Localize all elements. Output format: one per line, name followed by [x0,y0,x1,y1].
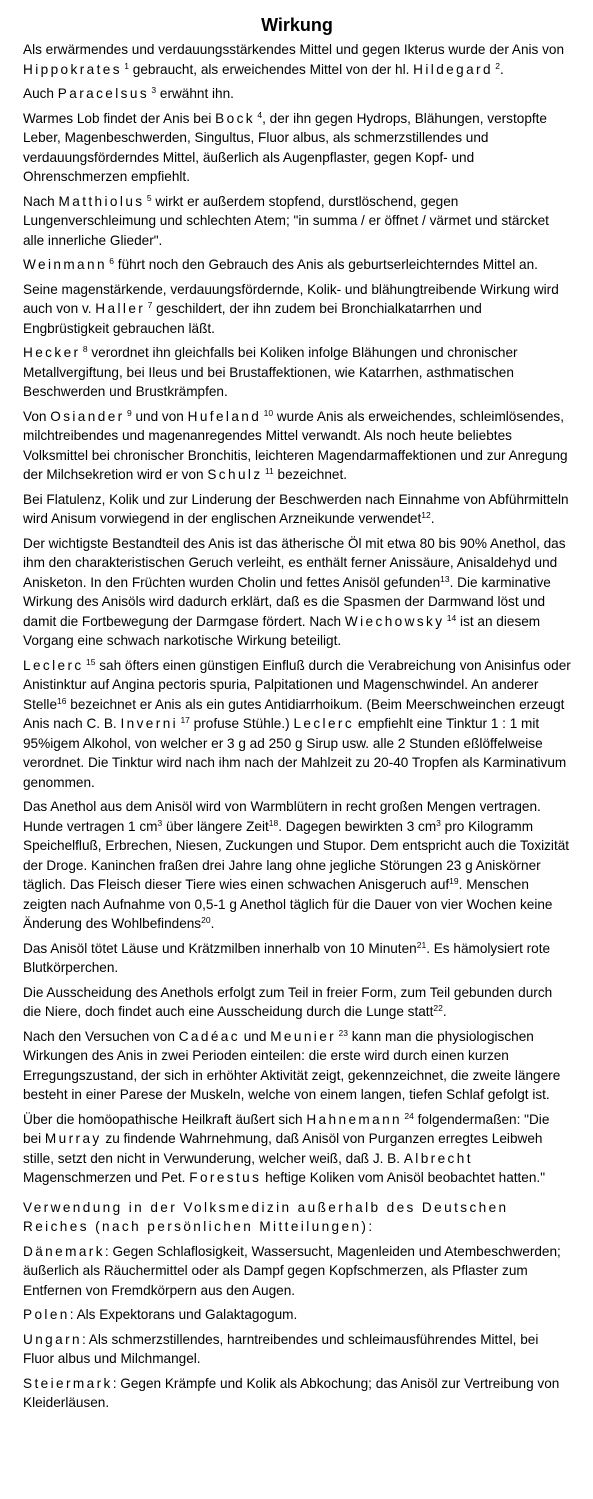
footnote-ref: 14 [444,612,457,623]
volksmedizin-heading: Verwendung in der Volksmedizin außerhalb des Deutschen Reiches (nach persönlichen Mitteilungen): [23,1199,509,1234]
author-name: Hildegard [413,61,493,77]
paragraph-weinmann: Weinmann $^6$ führt noch den Gebrauch des Anis als geburtserleichterndes Mittel an. [23,256,538,272]
volksmedizin-entry-daenemark: Dänemark: Gegen Schlaflosigkeit, Wassersucht, Magenleiden und Atembeschwerden; äußerlich als Räuchermittel oder als Dampf gegen Kopfschmerzen, als Pflaster zum Entfernen von Fremdkörpern aus den Augen. [23,1243,561,1298]
paragraph-laeuse: Das Anisöl tötet Läuse und Krätzmilben innerhalb von 10 Minuten$^{21}$. Es hämolysiert rote Blutkörperchen. [23,939,551,975]
footnote-ref: 3 [149,85,157,95]
footnote-ref: 6 [106,256,115,266]
unit-exponent: 3 [436,817,441,828]
volksmedizin-entry-polen: Polen: Als Expektorans und Galaktagogum. [23,1307,298,1322]
paragraph-paracelsus: Auch Paracelsus $^3$ erwähnt ihn. [23,85,234,101]
footnote-ref: 17 [178,715,190,725]
footnote-ref: 11 [262,466,274,476]
author-name: Hippokrates [23,61,122,77]
footnote-ref: 1 [121,60,130,71]
volksmedizin-entry-ungarn: Ungarn: Als schmerzstillendes, harntreibendes und schleimausführendes Mittel, bei Fluor albus und Milchmangel. [23,1331,539,1366]
author-name: Paracelsus [57,86,150,101]
paragraph-cadeac: Nach den Versuchen von Cadéac und Meunier $^{23}$ kann man die physiologischen Wirkungen des Anis in zwei Perioden einteilen: die erste wird durch einen kurzen Erregungszustand, der sich in erhöhter Aktivität zeigt, gekennzeichnet, die zweite längere besteht in einer Parese der Muskeln, welche von einem langen, tiefen Schlaf gefolgt ist. [23,1027,561,1102]
paragraph-bock: Warmes Lob findet der Anis bei Bock $^4$, der ihn gegen Hydrops, Blähungen, verstopfte Leber, Magenbeschwerden, Singultus, Fluor albus, als schmerzstillendes und verdauungsförderndes Mittel, äußerlich als Augenpflaster, gegen Kopf- und Ohrenschmerzen empfiehlt. [23,109,547,184]
paragraph-matthiolus: Nach Matthiolus $^5$ wirkt er außerdem stopfend, durstlöschend, gegen Lungenverschleimung und schlechten Atem; "in summa / er öffnet / värmet und stärcket alle innerliche Glieder". [23,192,549,248]
footnote-ref: 19 [449,876,459,886]
paragraph-hippokrates: Als erwärmendes und verdauungsstärkendes Mittel und gegen Ikterus wurde der Anis von Hippokrates $^1$ gebraucht, als erweichendes Mittel von der hl. Hildegard $^2$. [23,42,565,77]
footnote-ref: 8 [80,344,88,354]
author-name: Weinmann [23,257,107,272]
footnote-ref: 9 [124,407,132,418]
footnote-ref: 22 [433,1003,443,1013]
author-name: Wiechowsky [344,613,445,629]
volksmedizin-entry-steiermark: Steiermark: Gegen Krämpfe und Kolik als Abkochung; das Anisöl zur Vertreibung von Kleiderläusen. [23,1375,560,1410]
footnote-ref: 13 [440,573,450,584]
author-name: Schulz [207,467,263,482]
paragraph-flatulenz: Bei Flatulenz, Kolik und zur Linderung der Beschwerden nach Einnahme von Abführmitteln wird Anisum vorwiegend in der englischen Arzneikunde verwendet$^{12}$. [23,491,569,526]
author-name: Albrecht [403,1150,473,1166]
author-name: Hecker [23,345,81,360]
author-name: Murray [44,1131,102,1146]
footnote-ref: 20 [201,915,211,925]
author-name: Matthiolus [58,193,145,209]
section-title: Wirkung [261,15,333,35]
author-name: Leclerc [23,657,84,673]
paragraph-hecker: Hecker $^8$ verordnet ihn gleichfalls bei Koliken infolge Blähungen und chronischer Metallvergiftung, bei Ileus und bei Brustaffektionen, wie Katarrhen, asthmatischen Beschwerden und Brustkrämpfen. [23,344,518,399]
author-name: Hufeland [187,408,262,424]
author-name: Haller [95,301,146,316]
footnote-ref: 5 [144,192,152,203]
paragraph-anethol: Das Anethol aus dem Anisöl wird von Warmblütern in recht großen Mengen vertragen. Hunde vertragen 1 $cm^3$ über längere Zeit$^{18}$. Dagegen bewirkten 3 $cm^3$ pro Kilogramm Speichelfluß, Erbrechen, Niesen, Zuckungen und Stupor. Dem entspricht auch die Toxizität der Droge. Kaninchen fraßen drei Jahre lang ohne jegliche Störungen 23 g Aniskörner täglich. Das Fleisch dieser Tiere wies einen schwachen Anisgeruch auf$^{19}$. Menschen zeigten nach Aufnahme von 0,5-1 g Anethol täglich für die Dauer von vier Wochen keine Änderung des Wohlbefindens$^{20}$. [23,799,570,931]
footnote-ref: 21 [416,939,427,950]
author-name: Cadéac [178,1028,240,1044]
author-name: Meunier [270,1028,337,1044]
footnote-ref: 18 [268,817,279,828]
paragraph-bestandteile: Der wichtigste Bestandteil des Anis ist das ätherische Öl mit etwa 80 bis 90% Anethol, das ihm den charakteristischen Geruch verleiht, es enthält ferner Anissäure, Anisaldehyd und Anisketon. In den Früchten wurden Cholin und fettes Anisöl gefunden$^{13}$. Die karminative Wirkung des Anisöls wird dadurch erklärt, daß es die Spasmen der Darmwand löst und damit die Fortbewegung der Darmgase fördert. Nach Wiechowsky $^{14}$ ist an diesem Vorgang eine schwach narkotische Wirkung beteiligt. [23,535,566,648]
footnote-ref: 23 [336,1027,348,1038]
author-name: Leclerc [293,716,355,731]
paragraph-osiander: Von Osiander $^9$ und von Hufeland $^{10}$ wurde Anis als erweichendes, schleimlösendes, milchtreibendes und magenanregendes Mittel verwandt. Als noch heute beliebtes Volksmittel bei chronischer Bronchitis, leichteren Magendarmaffektionen und zur Anregung der Milchsekretion wird er von Schulz $^{11}$ bezeichnet. [23,407,568,482]
country-name: Steiermark [23,1375,113,1391]
country-name: Polen [23,1307,70,1322]
country-name: Ungarn [23,1331,82,1347]
author-name: Bock [215,110,255,126]
paragraph-hahnemann: Über die homöopathische Heilkraft äußert sich Hahnemann $^{24}$ folgendermaßen: "Die bei Murray zu findende Wahrnehmung, daß Anisöl von Purganzen erregtes Leibweh stille, setzt den nicht in Verwunderung, welcher weiß, daß J. B. Albrecht Magenschmerzen und Pet. Forestus heftige Koliken vom Anisöl beobachtet hatten." [23,1110,550,1185]
footnote-ref: 7 [145,300,153,310]
footnote-ref: 24 [402,1110,414,1121]
author-name: Forestus [189,1170,262,1185]
author-name: Osiander [50,408,125,424]
unit-exponent: 3 [157,817,163,828]
paragraph-haller: Seine magenstärkende, verdauungsfördernde, Kolik- und blähungtreibende Wirkung wird auch von v. Haller $^7$ geschildert, der ihn zudem bei Bronchialkatarrhen und Engbrüstigkeit gebrauchen läßt. [23,281,559,336]
author-name: Inverni [120,716,179,731]
footnote-ref: 4 [255,109,263,120]
footnote-ref: 12 [421,510,431,520]
footnote-ref: 15 [83,656,96,667]
country-name: Dänemark [23,1243,105,1259]
footnote-ref: 10 [261,407,274,418]
paragraph-ausscheidung: Die Ausscheidung des Anethols erfolgt zum Teil in freier Form, zum Teil gebunden durch die Niere, doch findet auch eine Ausscheidung durch die Lunge statt$^{22}$. [23,984,553,1019]
footnote-ref: 2 [492,60,501,71]
paragraph-leclerc: Leclerc $^{15}$ sah öfters einen günstigen Einfluß durch die Verabreichung von Anisinfus oder Anistinktur auf Angina pectoris spuria, Palpitationen und Magenschwindel. An anderer Stelle$^{16}$ bezeichnet er Anis als ein gutes Antidiarrhoikum. (Beim Meerschweinchen erzeugt Anis nach C. B. Inverni $^{17}$ profuse Stühle.) Leclerc empfiehlt eine Tinktur 1 : 1 mit 95%igem Alkohol, von welcher er 3 g ad 250 g Sirup usw. alle 2 Stunden eßlöffelweise verordnet. Die Tinktur wird nach ihm nach der Mahlzeit zu 20-40 Tropfen als Karminativum genommen. [23,656,571,790]
author-name: Hahnemann [306,1111,403,1127]
footnote-ref: 16 [57,695,67,706]
